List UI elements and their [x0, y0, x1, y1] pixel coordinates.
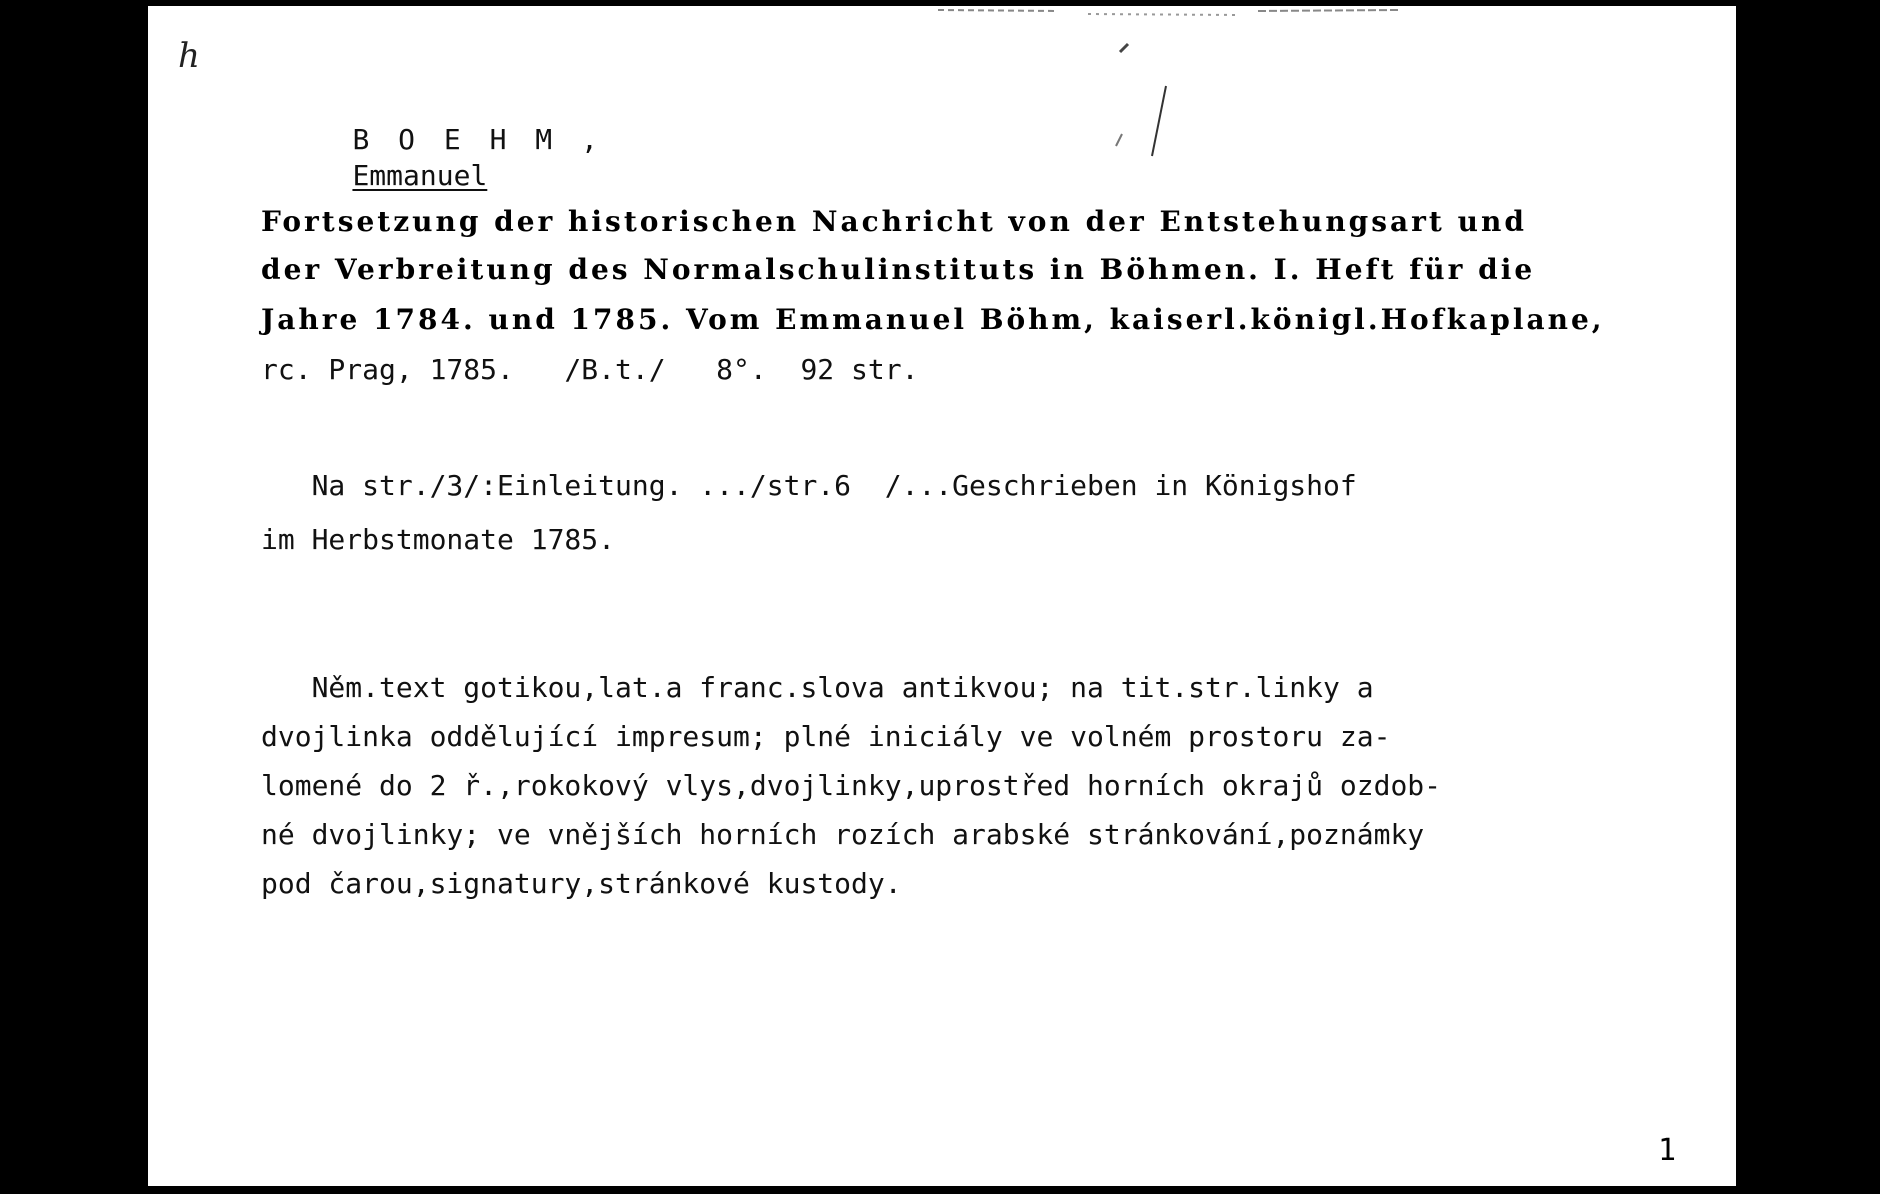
catalog-card	[148, 6, 1736, 1186]
description-line-5: pod čarou,signatury,stránkové kustody.	[261, 867, 902, 900]
description-line-4: né dvojlinky; ve vnějších horních rozích arabské stránkování,poznámky	[261, 818, 1425, 851]
description-line-2: dvojlinka oddělující impresum; plné iniciály ve volném prostoru za-	[261, 720, 1391, 753]
title-line-3: Jahre 1784. und 1785. Vom Emmanuel Böhm, kaiserl.königl.Hofkaplane,	[261, 303, 1605, 336]
author-surname: B O E H M ,	[352, 123, 604, 156]
page-number: 1	[1657, 1133, 1676, 1168]
note-line-2: im Herbstmonate 1785.	[261, 523, 616, 556]
description-line-1: Něm.text gotikou,lat.a franc.slova antikvou; na tit.str.linky a	[261, 671, 1374, 704]
scan-noise-decoration	[938, 6, 1398, 20]
pencil-stroke-mark	[1108, 36, 1188, 166]
title-line-2: der Verbreitung des Normalschulinstituts in Böhmen. I. Heft für die	[261, 253, 1536, 286]
imprint-line: rc. Prag, 1785. /B.t./ 8°. 92 str.	[261, 353, 919, 386]
note-line-1: Na str./3/:Einleitung. .../str.6 /...Geschrieben in Königshof	[261, 469, 1357, 502]
description-line-3: lomené do 2 ř.,rokokový vlys,dvojlinky,uprostřed horních okrajů ozdob-	[261, 769, 1442, 802]
title-line-1: Fortsetzung der historischen Nachricht von der Entstehungsart und	[261, 205, 1527, 238]
handwritten-corner-mark: h	[178, 36, 200, 76]
author-forename: Emmanuel	[352, 159, 488, 192]
